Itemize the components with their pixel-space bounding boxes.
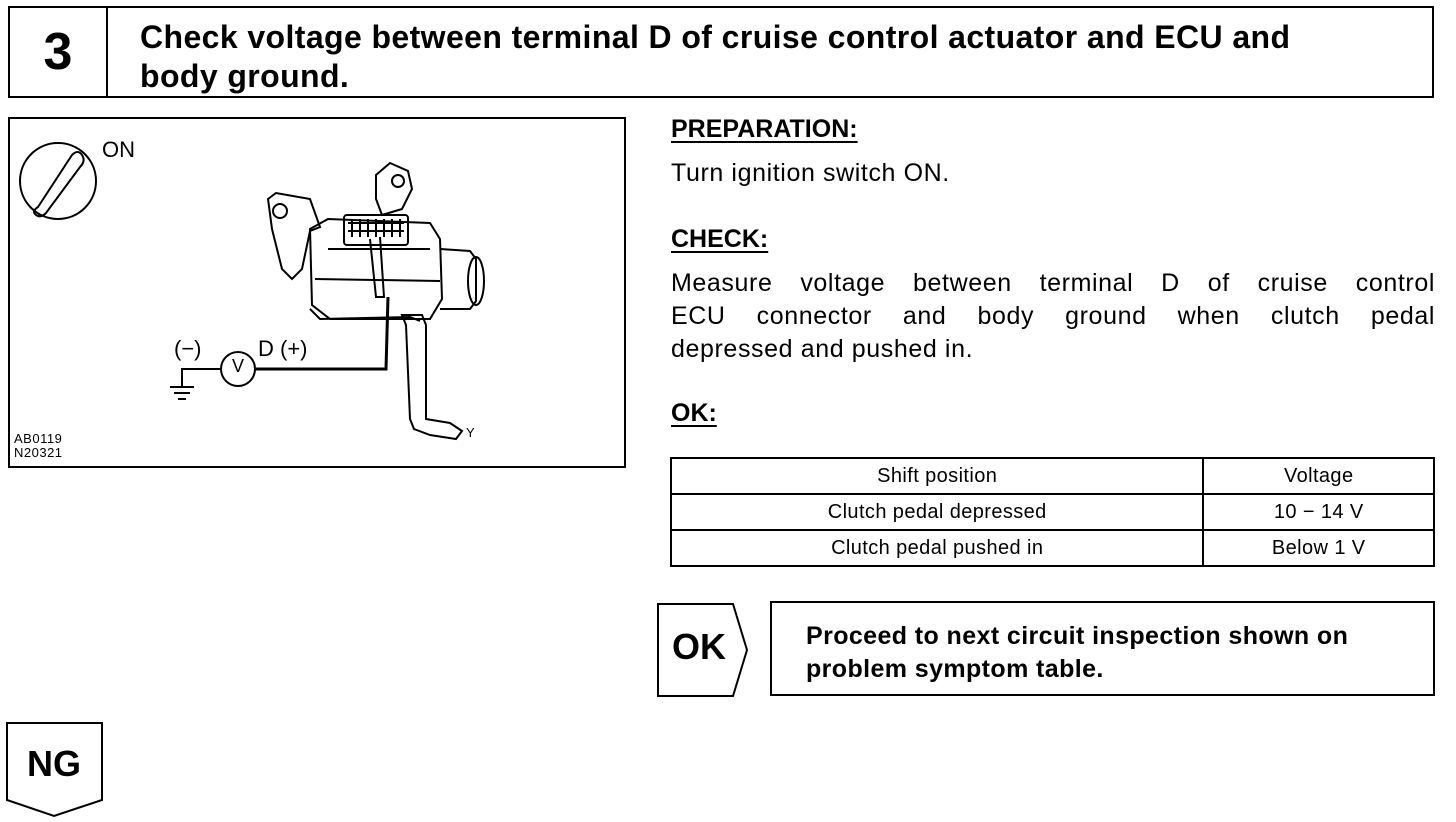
check-line2: ECU connector and body ground when clutch pedal — [671, 302, 1435, 330]
negative-terminal-label: (−) — [174, 336, 202, 361]
ok-result-box — [770, 601, 1435, 696]
table-cell: Below 1 V — [1203, 530, 1434, 566]
check-line3: depressed and pushed in. — [671, 335, 974, 363]
voltmeter-label: V — [231, 356, 244, 376]
ignition-on-label: ON — [102, 137, 135, 162]
table-header-cell: Shift position — [671, 458, 1203, 494]
actuator-figure — [8, 117, 626, 468]
ignition-switch-icon — [20, 143, 96, 219]
ok-tag-label: OK — [672, 626, 726, 667]
check-line1: Measure voltage between terminal D of cruise control — [671, 269, 1435, 297]
actuator-illustration — [10, 119, 624, 466]
table-cell: Clutch pedal depressed — [671, 494, 1203, 530]
ok-heading: OK: — [671, 399, 717, 427]
step-title — [108, 8, 1432, 96]
pedal-label: Y — [466, 425, 475, 440]
step-number: 3 — [10, 8, 108, 96]
step-title-line2: body ground. — [140, 58, 350, 94]
table-cell: Clutch pedal pushed in — [671, 530, 1203, 566]
ng-tag-label: NG — [27, 743, 81, 784]
table-header-row — [671, 458, 1434, 494]
terminal-d-label: D (+) — [258, 336, 308, 361]
ok-result-line1: Proceed to next circuit inspection shown on — [806, 622, 1349, 650]
table-row — [671, 530, 1434, 566]
step-title-line1: Check voltage between terminal D of cruise control actuator and ECU and — [140, 19, 1291, 55]
preparation-text: Turn ignition switch ON. — [671, 159, 950, 187]
check-text — [671, 267, 1435, 366]
table-cell: 10 − 14 V — [1203, 494, 1434, 530]
check-heading: CHECK: — [671, 225, 769, 253]
table-header-cell: Voltage — [1203, 458, 1434, 494]
step-header — [8, 6, 1434, 98]
voltage-spec-table — [670, 457, 1435, 567]
figure-code-2: N20321 — [14, 445, 63, 460]
ok-result-line2: problem symptom table. — [806, 655, 1104, 683]
table-row — [671, 494, 1434, 530]
preparation-heading: PREPARATION: — [671, 115, 858, 143]
figure-code-1: AB0119 — [14, 431, 63, 446]
